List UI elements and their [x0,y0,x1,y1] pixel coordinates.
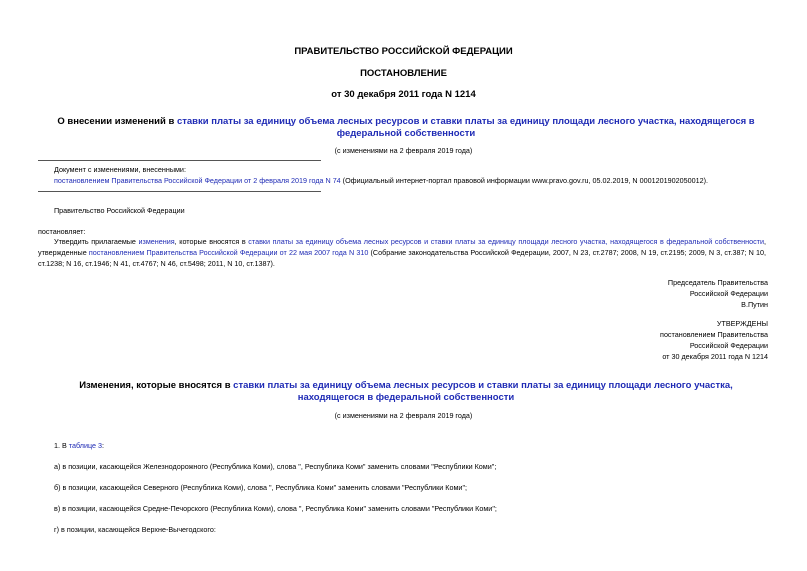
changes-source-line [54,175,774,186]
paragraph-text-4: (Собрание законодательства Российской Федерации, 2007, N 23, ст.2787; 2008, N 19, ст.2195; 2009, N 3, ст.387; N 10, ст.1238; N 16, ст.1946; N 41, ст.4767; N 46, ст.5498; 2011, N 10, ст.1387). [38,248,766,268]
approved-line-2: постановлением Правительства [660,330,768,339]
decrees-word: постановляет: [38,227,86,236]
changes-link[interactable]: изменения [138,237,175,246]
signature-block [668,277,768,310]
divider-top [38,160,321,161]
approved-line-4: от 30 декабря 2011 года N 1214 [662,352,768,361]
signature-line-3: В.Путин [741,300,768,309]
title-link[interactable]: ставки платы за единицу объема лесных ресурсов и ставки платы за единицу площади лесного участка, находящегося в федеральной собственности [176,116,755,139]
item-1-suffix: : [102,441,105,450]
annex-title [50,380,762,404]
government-line: Правительство Российской Федерации [54,206,185,215]
main-paragraph [38,236,766,269]
approved-line-1: УТВЕРЖДЕНЫ [716,319,768,328]
amending-decree-link[interactable]: постановлением Правительства Российской Федерации от 2 февраля 2019 года N 74 [54,176,341,185]
title-prefix: О внесении изменений в [57,116,177,127]
changes-source: (Официальный интернет-портал правовой информации www.pravo.gov.ru, 05.02.2019, N 0001201902050012). [340,176,708,185]
item-a: а) в позиции, касающейся Железнодорожного (Республика Коми), слова ", Республика Коми" заменить словами "Республики Коми"; [54,462,497,471]
annex-revision-note: (с изменениями на 2 февраля 2019 года) [334,411,473,420]
rates-link[interactable]: ставки платы за единицу объема лесных ресурсов и ставки платы за единицу площади лесного участка, находящегося в федеральной собственности [248,237,764,246]
approved-block [660,318,768,362]
item-1 [54,440,104,451]
changes-intro: Документ с изменениями, внесенными: [54,165,186,174]
table-3-link[interactable]: таблице 3 [68,441,103,450]
paragraph-text-3: , утвержденные [38,237,766,257]
government-heading: ПРАВИТЕЛЬСТВО РОССИЙСКОЙ ФЕДЕРАЦИИ [294,46,513,57]
signature-line-2: Российской Федерации [689,289,768,298]
paragraph-text-1: Утвердить прилагаемые [54,237,139,246]
signature-line-1: Председатель Правительства [667,278,768,287]
document-date-number: от 30 декабря 2011 года N 1214 [331,89,476,100]
divider-bottom [38,191,321,192]
paragraph-text-2: , которые вносятся в [174,237,249,246]
decree-310-link[interactable]: постановлением Правительства Российской Федерации от 22 мая 2007 года N 310 [88,248,369,257]
document-type-heading: ПОСТАНОВЛЕНИЕ [360,68,447,79]
item-b: б) в позиции, касающейся Северного (Республика Коми), слова ", Республика Коми" заменить словами "Республики Коми"; [54,483,467,492]
approved-line-3: Российской Федерации [689,341,768,350]
item-v: в) в позиции, касающейся Средне-Печорского (Республика Коми), слова ", Республика Коми" заменить словами "Республики Коми"; [54,504,497,513]
annex-title-link[interactable]: ставки платы за единицу объема лесных ресурсов и ставки платы за единицу площади лесного участка, находящегося в федеральной собственности [233,380,733,403]
item-g: г) в позиции, касающейся Верхне-Вычегодского: [54,525,216,534]
document-title [50,116,762,140]
item-1-prefix: 1. В [54,441,69,450]
revision-note: (с изменениями на 2 февраля 2019 года) [334,146,473,155]
annex-title-prefix: Изменения, которые вносятся в [79,380,234,391]
